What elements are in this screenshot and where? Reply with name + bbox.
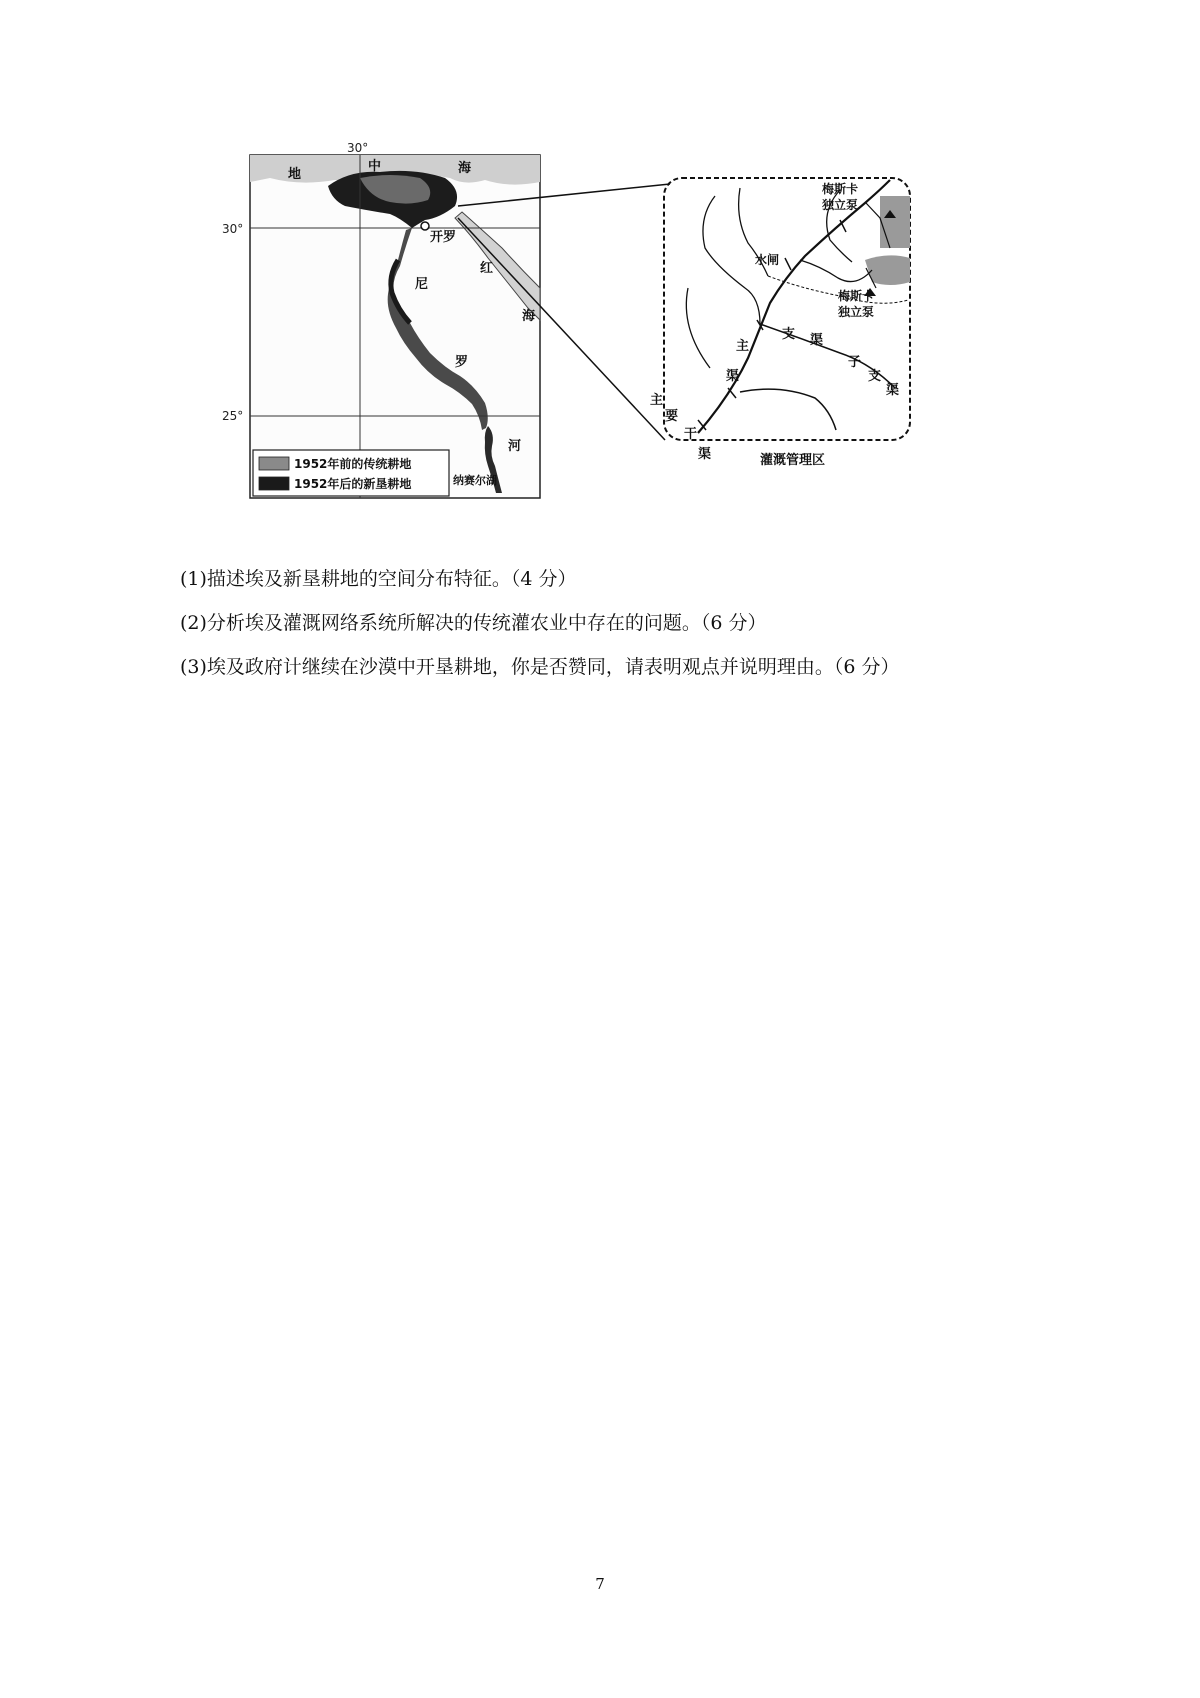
question-1: (1)描述埃及新垦耕地的空间分布特征。（4 分） [180, 568, 577, 590]
inset-title: 灌溉管理区 [760, 453, 826, 468]
irrigation-inset [650, 178, 910, 468]
question-3: (3)埃及政府计继续在沙漠中开垦耕地，你是否赞同，请表明观点并说明理由。（6 分） [180, 656, 900, 678]
branch-label-qu: 渠 [810, 333, 824, 348]
red-sea-label-hong: 红 [480, 261, 494, 276]
branch-label-zhi: 支 [782, 327, 796, 342]
lon-label: 30° [347, 141, 369, 155]
sluice-mark-icon [785, 258, 791, 270]
pump1-label-line2: 独立泵 [822, 198, 859, 212]
sub-label-zhi: 支 [868, 369, 882, 384]
map-figure [222, 141, 1000, 548]
red-sea-label-hai: 海 [522, 309, 536, 324]
pump1-label-line1: 梅斯卡 [822, 182, 859, 196]
sea-label-di: 地 [288, 167, 302, 182]
legend-swatch-traditional [259, 457, 289, 470]
question-list [180, 565, 1080, 697]
sluice-label: 水闸 [755, 253, 780, 267]
trunk-label-gan: 干 [684, 427, 698, 442]
sub-label-zi: 子 [848, 355, 862, 370]
sea-label-hai: 海 [458, 161, 472, 176]
nile-label-ni: 尼 [415, 277, 429, 292]
page-number: 7 [595, 1575, 605, 1593]
field-top [880, 196, 910, 248]
trunk-label-zhu: 主 [650, 393, 664, 408]
legend-swatch-new [259, 477, 289, 490]
nile-label-he: 河 [508, 439, 522, 454]
legend [253, 450, 449, 496]
sea-label-zhong: 中 [368, 159, 382, 174]
pump2-label-line1: 梅斯卡 [838, 289, 875, 303]
egypt-map [222, 141, 540, 498]
west-canal [703, 196, 760, 324]
main-label-zhu: 主 [736, 339, 750, 354]
egypt-map-svg [222, 141, 1000, 548]
pump2-label-line2: 独立泵 [838, 305, 875, 319]
lat-30-label: 30° [222, 222, 244, 236]
question-2: (2)分析埃及灌溉网络系统所解决的传统灌农业中存在的问题。（6 分） [180, 612, 767, 634]
west-ditch [686, 288, 710, 368]
main-label-qu: 渠 [726, 369, 740, 384]
cairo-label: 开罗 [430, 230, 457, 245]
lat-25-label: 25° [222, 409, 244, 423]
legend-traditional-label: 1952年前的传统耕地 [294, 457, 412, 471]
lake-nasser-label: 纳赛尔湖 [453, 474, 497, 487]
legend-new-label: 1952年后的新垦耕地 [294, 477, 412, 491]
trunk-label-qu: 渠 [698, 447, 712, 462]
trunk-label-yao: 要 [665, 409, 679, 424]
nile-label-luo: 罗 [455, 355, 469, 370]
sluice-branch [800, 260, 872, 282]
sub-branch-canal [740, 389, 836, 430]
cairo-marker-icon [421, 222, 429, 230]
sub-label-qu: 渠 [886, 383, 900, 398]
